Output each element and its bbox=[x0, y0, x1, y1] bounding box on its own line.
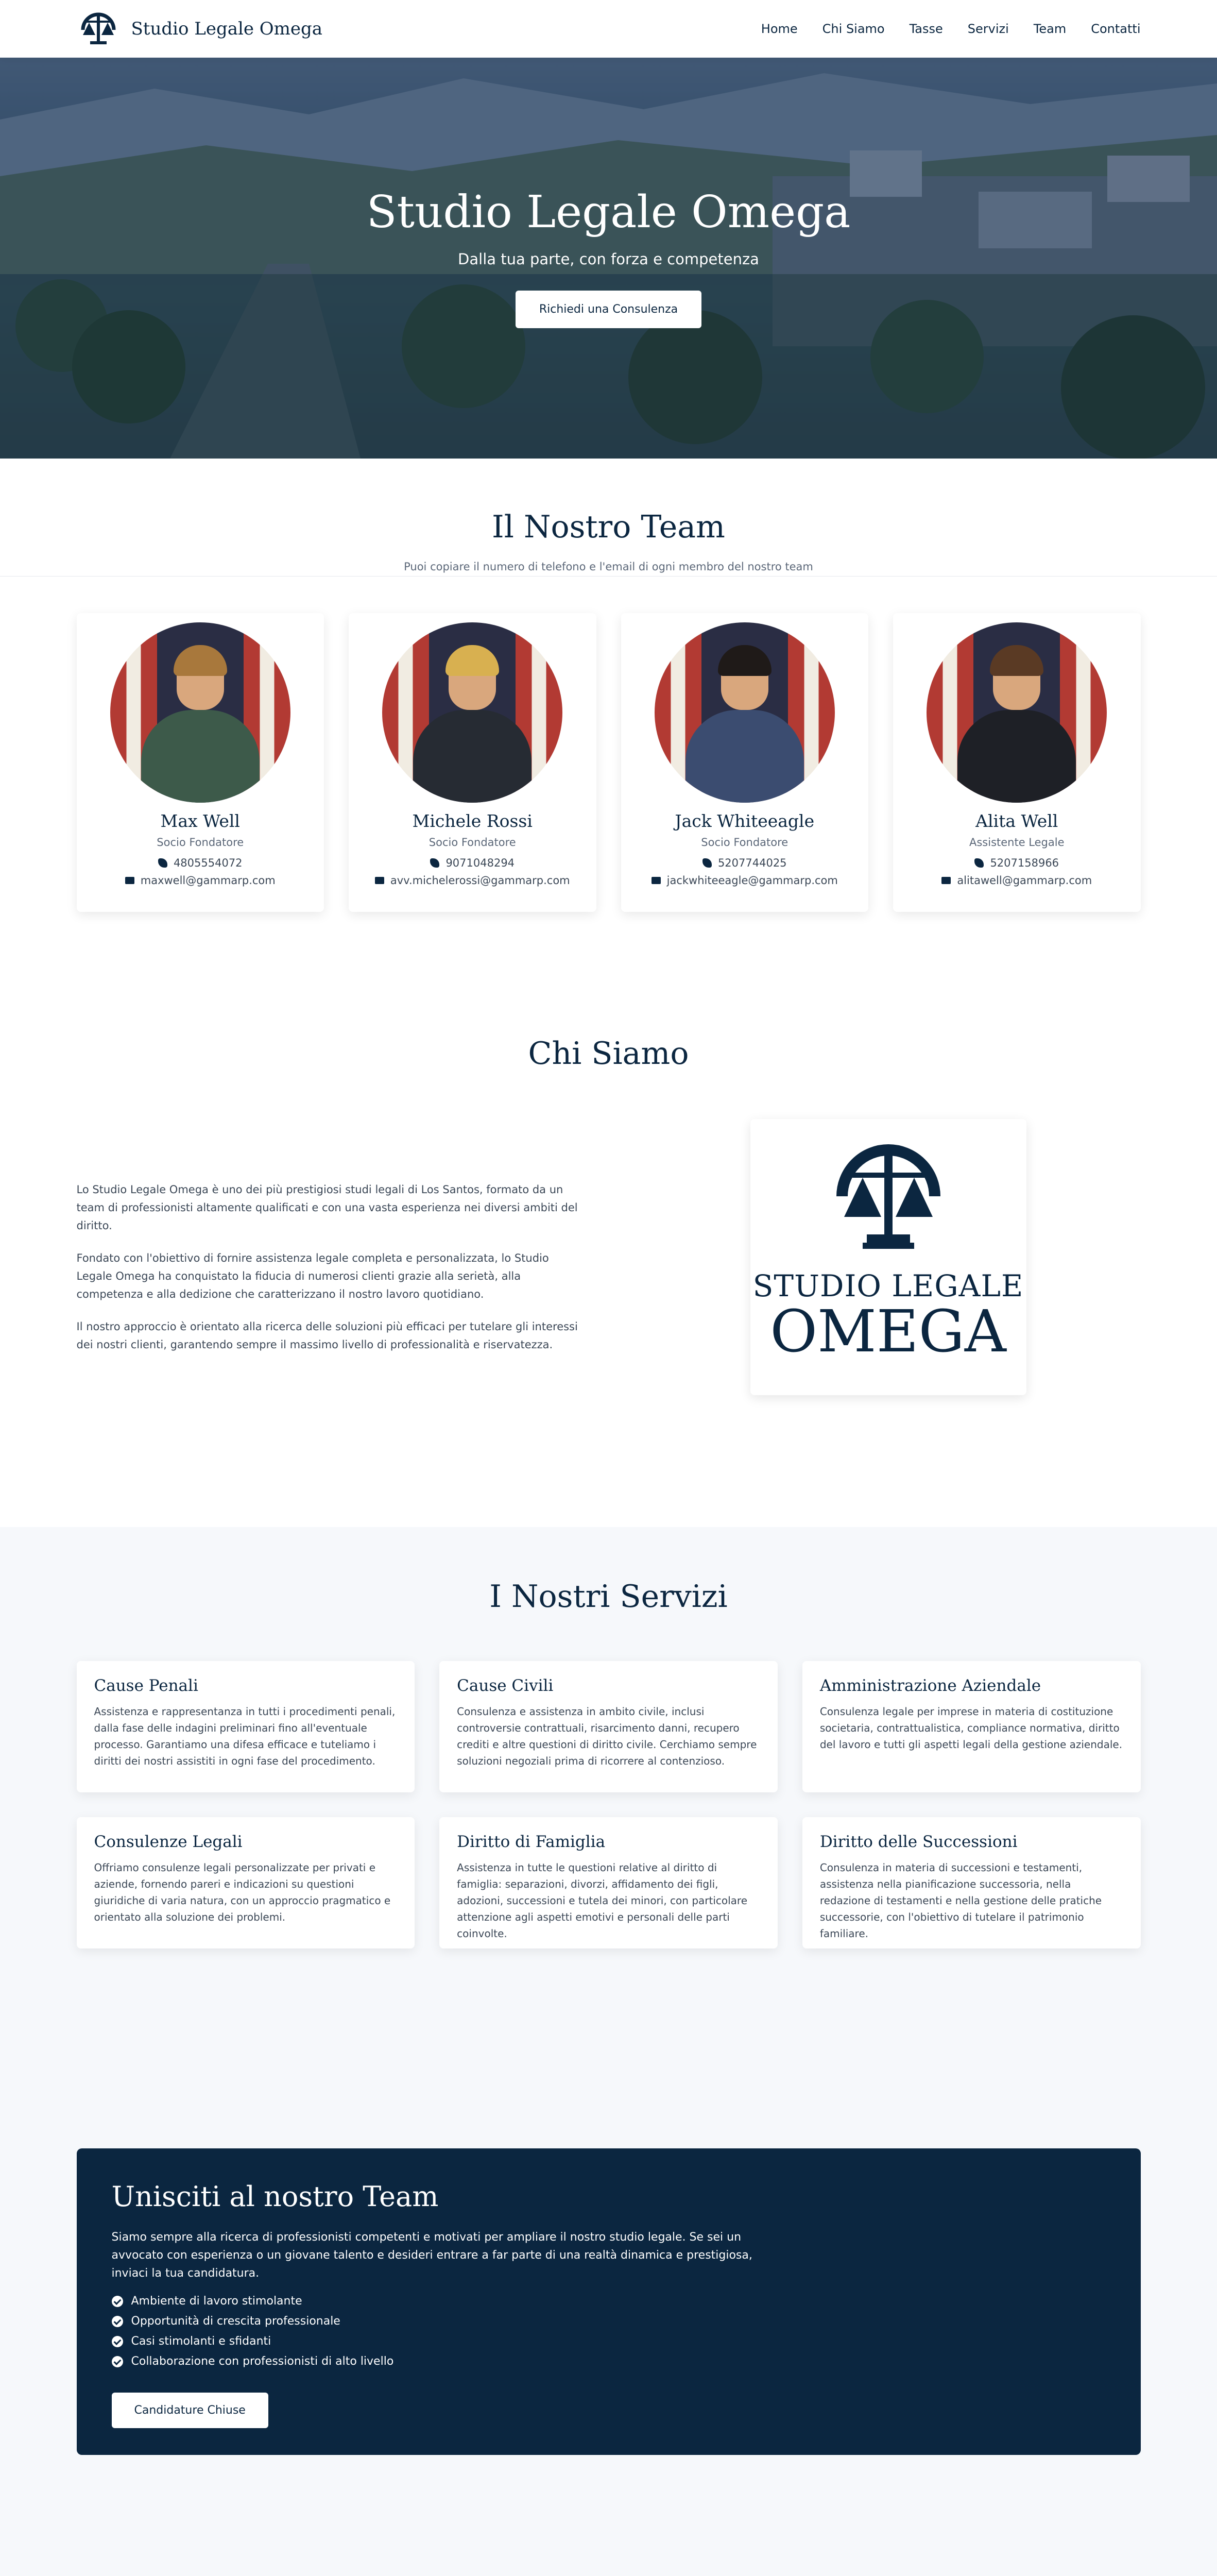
join-text: Siamo sempre alla ricerca di professionisti competenti e motivati per ampliare il nostro studio legale. Se sei un avvocato con esperienza o un giovane talento e desideri entrare a far parte di una realtà dinamica e prestigiosa, inviaci la tua candidatura. bbox=[111, 2231, 752, 2280]
member-phone[interactable]: 5207158966 bbox=[893, 857, 1141, 869]
envelope-icon bbox=[652, 877, 661, 884]
list-item: Ambiente di lavoro stimolante bbox=[112, 2295, 1106, 2308]
service-card bbox=[439, 1661, 778, 1792]
nav-tasse[interactable]: Tasse bbox=[909, 22, 943, 36]
nav-home[interactable]: Home bbox=[761, 22, 798, 36]
service-card bbox=[77, 1817, 415, 1948]
brand-name: Studio Legale Omega bbox=[131, 19, 323, 39]
member-name: Michele Rossi bbox=[412, 811, 533, 831]
check-circle-icon bbox=[112, 2356, 123, 2367]
phone-icon bbox=[430, 858, 439, 868]
member-email[interactable]: jackwhiteeagle@gammarp.com bbox=[621, 874, 869, 887]
service-text: Consulenza legale per imprese in materia di costituzione societaria, contrattualistica, compliance normativa, diritto del lavoro e tutti gli aspetti legali della gestione aziendale. bbox=[819, 1705, 1123, 1751]
service-text: Consulenza e assistenza in ambito civile, inclusi controversie contrattuali, risarcimento danni, recupero crediti e altre questioni di diritto civile. Cerchiamo sempre soluzioni negoziali prima di ricorrere al contenzioso. bbox=[457, 1705, 757, 1767]
join-title: Unisciti al nostro Team bbox=[111, 2180, 439, 2213]
scales-logo-icon bbox=[77, 9, 120, 48]
main-menu bbox=[761, 22, 1141, 36]
team-section bbox=[0, 459, 1217, 1015]
hero-title: Studio Legale Omega bbox=[366, 187, 851, 238]
envelope-icon bbox=[941, 877, 951, 884]
service-text: Assistenza e rappresentanza in tutti i procedimenti penali, dalla fase delle indagini preliminari fino all'eventuale processo. Garantiamo una difesa efficace e tuteliamo i diritti dei nostri assistiti in ogni fase del procedimento. bbox=[94, 1705, 396, 1767]
service-title: Cause Penali bbox=[94, 1676, 198, 1695]
avatar bbox=[382, 622, 562, 803]
divider bbox=[0, 576, 1217, 577]
member-role: Socio Fondatore bbox=[701, 836, 789, 849]
team-subtitle: Puoi copiare il numero di telefono e l'email di ogni membro del nostro team bbox=[404, 561, 813, 573]
member-phone[interactable]: 5207744025 bbox=[621, 857, 869, 869]
logo-text-line1: STUDIO LEGALE bbox=[752, 1268, 1024, 1303]
member-name: Max Well bbox=[160, 811, 240, 831]
service-text: Assistenza in tutte le questioni relative al diritto di famiglia: separazioni, divorzi, affidamento dei figli, adozioni, successioni e tutela dei minori, con particolare attenzione agli aspetti emotivi e personali delle parti coinvolte. bbox=[457, 1861, 748, 1940]
avatar bbox=[110, 622, 290, 803]
join-box bbox=[77, 2148, 1141, 2455]
hero-subtitle: Dalla tua parte, con forza e competenza bbox=[458, 250, 759, 268]
service-text: Consulenza in materia di successioni e testamenti, assistenza nella pianificazione successoria, nella redazione di testamenti e nella gestione delle pratiche successorie, con l'obiettivo di tutelare il patrimonio familiare. bbox=[819, 1861, 1102, 1940]
about-title: Chi Siamo bbox=[528, 1036, 689, 1072]
member-email[interactable]: alitawell@gammarp.com bbox=[893, 874, 1141, 887]
list-item: Collaborazione con professionisti di alto livello bbox=[112, 2355, 1106, 2368]
service-title: Diritto di Famiglia bbox=[457, 1833, 606, 1851]
member-email[interactable]: avv.michelerossi@gammarp.com bbox=[349, 874, 596, 887]
about-section bbox=[0, 1015, 1217, 1527]
service-title: Diritto delle Successioni bbox=[819, 1833, 1018, 1851]
service-card bbox=[439, 1817, 778, 1948]
check-circle-icon bbox=[112, 2316, 123, 2327]
team-card bbox=[349, 613, 596, 912]
scales-emblem-icon bbox=[827, 1140, 950, 1263]
team-card bbox=[77, 613, 324, 912]
about-paragraph: Lo Studio Legale Omega è uno dei più prestigiosi studi legali di Los Santos, formato da un team di professionisti altamente qualificati e con una vasta esperienza nei diversi ambiti del diritto. bbox=[76, 1183, 578, 1232]
team-card bbox=[621, 613, 869, 912]
team-card bbox=[893, 613, 1141, 912]
phone-icon bbox=[702, 858, 712, 868]
member-role: Socio Fondatore bbox=[428, 836, 516, 849]
applications-closed-button[interactable]: Candidature Chiuse bbox=[112, 2393, 268, 2428]
nav-contatti[interactable]: Contatti bbox=[1091, 22, 1141, 36]
member-name: Alita Well bbox=[975, 811, 1058, 831]
nav-chi-siamo[interactable]: Chi Siamo bbox=[822, 22, 885, 36]
service-title: Amministrazione Aziendale bbox=[819, 1676, 1041, 1695]
services-section bbox=[0, 1527, 1217, 2060]
consultation-button[interactable]: Richiedi una Consulenza bbox=[516, 291, 701, 328]
navbar bbox=[0, 0, 1217, 58]
services-title: I Nostri Servizi bbox=[489, 1579, 728, 1615]
about-paragraph: Fondato con l'obiettivo di fornire assistenza legale completa e personalizzata, lo Studio Legale Omega ha conquistato la fiducia di numerosi clienti grazie alla serietà, alla competenza e alla dedizione che caratterizzano il nostro lavoro quotidiano. bbox=[76, 1252, 549, 1300]
join-benefits bbox=[112, 2295, 1106, 2368]
member-phone[interactable]: 9071048294 bbox=[349, 857, 596, 869]
list-item: Casi stimolanti e sfidanti bbox=[112, 2335, 1106, 2348]
nav-servizi[interactable]: Servizi bbox=[967, 22, 1009, 36]
member-email[interactable]: maxwell@gammarp.com bbox=[77, 874, 324, 887]
service-card bbox=[802, 1817, 1141, 1948]
phone-icon bbox=[974, 858, 984, 868]
avatar bbox=[927, 622, 1107, 803]
check-circle-icon bbox=[112, 2336, 123, 2347]
about-text bbox=[77, 1119, 581, 1395]
about-paragraph: Il nostro approccio è orientato alla ricerca delle soluzioni più efficaci per tutelare gli interessi dei nostri clienti, garantendo sempre il massimo livello di professionalità e riservatezza. bbox=[76, 1320, 578, 1351]
service-text: Offriamo consulenze legali personalizzate per privati e aziende, fornendo pareri e indicazioni su questioni giuridiche di varia natura, con un approccio pragmatico e orientato alla soluzione dei problemi. bbox=[94, 1861, 391, 1923]
member-phone[interactable]: 4805554072 bbox=[77, 857, 324, 869]
logo-text-line2: OMEGA bbox=[770, 1298, 1006, 1365]
member-role: Assistente Legale bbox=[969, 836, 1065, 849]
member-role: Socio Fondatore bbox=[157, 836, 244, 849]
service-title: Consulenze Legali bbox=[94, 1833, 243, 1851]
brand[interactable] bbox=[77, 9, 323, 48]
list-item: Opportunità di crescita professionale bbox=[112, 2315, 1106, 2328]
member-name: Jack Whiteeagle bbox=[675, 811, 815, 831]
hero-section bbox=[0, 58, 1217, 459]
service-card bbox=[77, 1661, 415, 1792]
envelope-icon bbox=[375, 877, 384, 884]
service-card bbox=[802, 1661, 1141, 1792]
avatar bbox=[655, 622, 835, 803]
service-title: Cause Civili bbox=[457, 1676, 554, 1695]
phone-icon bbox=[158, 858, 167, 868]
check-circle-icon bbox=[112, 2296, 123, 2307]
nav-team[interactable]: Team bbox=[1033, 22, 1067, 36]
join-section bbox=[0, 2060, 1217, 2576]
logo-card bbox=[750, 1119, 1026, 1395]
envelope-icon bbox=[125, 877, 134, 884]
team-title: Il Nostro Team bbox=[492, 509, 725, 545]
